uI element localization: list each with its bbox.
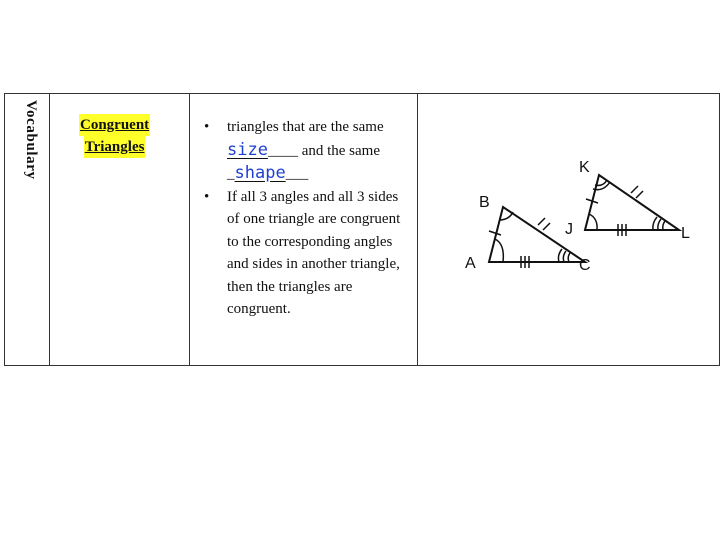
definition-item-1 [201, 116, 411, 186]
vertex-label-c: C [579, 257, 591, 274]
blank-answer-size: size [227, 139, 268, 160]
definition-column [189, 94, 418, 365]
term-column [49, 94, 190, 365]
category-column [5, 94, 50, 365]
vocabulary-table [4, 93, 720, 366]
congruent-triangles-figure [417, 94, 717, 366]
vertex-label-b: B [479, 194, 490, 211]
blank-answer-shape: shape [234, 163, 286, 183]
vertex-label-k: K [579, 159, 590, 176]
angle-mark-c-3 [558, 249, 562, 262]
vertex-label-j: J [565, 221, 573, 238]
term-line-1: Congruent [79, 114, 150, 136]
figure-column [417, 94, 719, 365]
vocabulary-term [79, 114, 150, 158]
definition-text-1b: and the same [301, 142, 381, 159]
angle-mark-c-1 [568, 253, 570, 262]
bullet-icon: • [204, 119, 210, 135]
tick-kl-2 [636, 191, 643, 198]
angle-mark-l-3 [653, 217, 657, 230]
definition-text-2: If all 3 angles and all 3 sides of one triangle are congruent to the corresponding angles and sides in another triangle, then the triangles are congruent. [227, 188, 401, 317]
angle-mark-l-1 [663, 221, 665, 230]
tick-bc-2 [543, 223, 550, 230]
definition [201, 116, 411, 321]
definition-item-2 [201, 186, 411, 321]
bullet-icon: • [204, 188, 210, 205]
tick-bc-1 [538, 218, 545, 225]
blank-underline-2b: ___ [285, 166, 309, 182]
blank-underline-1: ____ [267, 142, 302, 159]
definition-list [201, 116, 411, 321]
triangle-kjl [585, 175, 679, 236]
angle-mark-c-2 [563, 251, 566, 262]
vertex-label-a: A [465, 255, 476, 272]
term-line-2: Triangles [84, 136, 146, 158]
definition-text-1: triangles that are the same [227, 119, 384, 135]
angle-mark-a [495, 239, 503, 262]
vertex-label-l: L [681, 225, 690, 242]
section-label: Vocabulary [23, 100, 39, 180]
tick-kl-1 [631, 186, 638, 193]
angle-mark-j [589, 214, 597, 230]
blank-underline-2a: _ [227, 166, 235, 182]
angle-mark-l-2 [658, 219, 661, 230]
